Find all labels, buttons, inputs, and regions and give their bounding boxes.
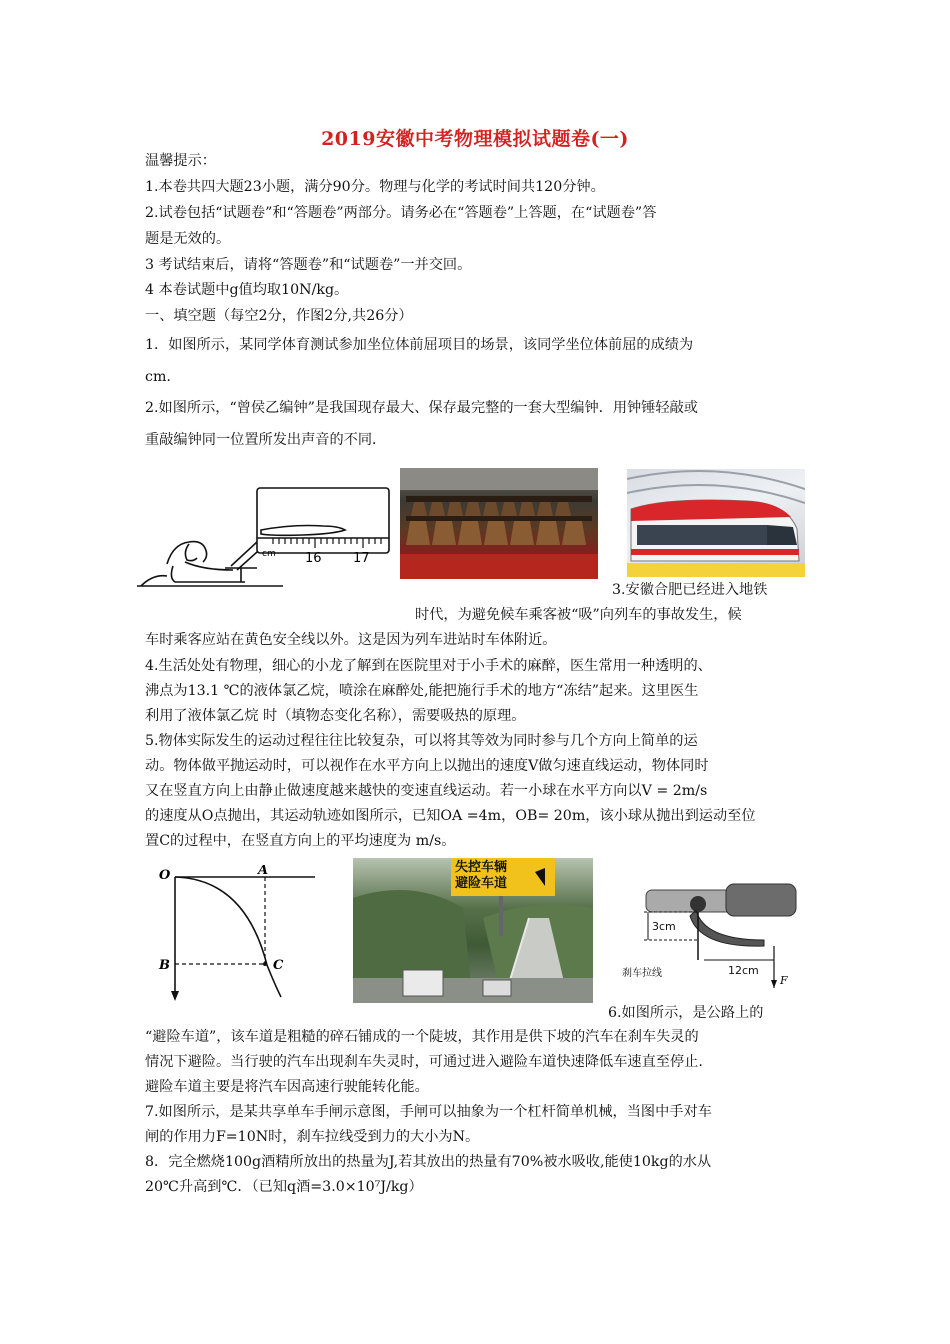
figure-brake-lever [614, 876, 806, 994]
notice-item-2: 2.试卷包括“试题卷”和“答题卷”两部分。请务必在“答题卷”上答题，在“试题卷”答 [145, 205, 657, 221]
brake-wire-label: 刹车拉线 [622, 968, 662, 979]
fig1-tick-16: 16 [305, 551, 322, 566]
figure-projectile-trajectory [155, 865, 325, 1003]
point-B-label: B [159, 958, 170, 973]
notice-item-4: 4 本卷试题中g值均取10N/kg。 [145, 282, 349, 298]
point-C-label: C [273, 958, 284, 973]
dim-3cm: 3cm [652, 920, 676, 933]
question-8: 8．完全燃烧100g酒精所放出的热量为J,若其放出的热量有70%被水吸收,能使10kg的水从 [145, 1154, 712, 1170]
question-3-cont-1: 时代，为避免候车乘客被“吸”向列车的事故发生，候 [415, 607, 742, 623]
fig1-unit: cm [262, 549, 276, 559]
question-8-cont: 20℃升高到℃．（已知q酒=3.0×10⁷J/kg） [145, 1179, 423, 1195]
question-4-cont-1: 沸点为13.1 ℃的液体氯乙烷，喷涂在麻醉处,能把施行手术的地方“冻结”起来。这里医生 [145, 683, 699, 699]
question-5-cont-1: 动。物体做平抛运动时，可以视作在水平方向上以抛出的速度V做匀速直线运动，物体同时 [145, 758, 709, 774]
question-1: 1．如图所示，某同学体育测试参加坐位体前屈项目的场景，该同学坐位体前屈的成绩为 [145, 337, 694, 353]
notice-item-2-cont: 题是无效的。 [145, 231, 231, 247]
question-6-cont-1: “避险车道”，该车道是粗糙的碎石铺成的一个陡坡，其作用是供下坡的汽车在刹车失灵的 [145, 1029, 699, 1045]
question-3-cont-2: 车时乘客应站在黄色安全线以外。这是因为列车进站时车体附近。 [145, 632, 557, 648]
question-2-cont: 重敲编钟同一位置所发出声音的不同． [145, 432, 387, 448]
question-4: 4.生活处处有物理，细心的小龙了解到在医院里对于小手术的麻醉，医生常用一种透明的、 [145, 658, 712, 674]
question-7: 7.如图所示，是某共享单车手闸示意图，手闸可以抽象为一个杠杆简单机械，当图中手对车 [145, 1104, 712, 1120]
fig1-tick-17: 17 [353, 551, 370, 566]
question-5-cont-4: 置C的过程中，在竖直方向上的平均速度为 m/s。 [145, 833, 456, 849]
figure-sit-and-reach [133, 482, 393, 597]
notice-item-3: 3 考试结束后，请将“答题卷”和“试题卷”一并交回。 [145, 257, 472, 273]
page-title: 2019安徽中考物理模拟试题卷(一) [321, 128, 629, 150]
question-5: 5.物体实际发生的运动过程往往比较复杂，可以将其等效为同时参与几个方向上简单的运 [145, 733, 698, 749]
question-3: 3.安徽合肥已经进入地铁 [612, 582, 768, 598]
question-1-cont: cm. [145, 369, 171, 385]
question-4-cont-2: 利用了液体氯乙烷 时（填物态变化名称），需要吸热的原理。 [145, 708, 526, 724]
figure-subway-train-photo [627, 469, 805, 577]
sign-line-2: 避险车道 [455, 876, 508, 891]
question-7-cont: 闸的作用力F=10N时，刹车拉线受到力的大小为N。 [145, 1129, 480, 1145]
figure-chime-bells-photo [400, 468, 598, 579]
question-6: 6.如图所示，是公路上的 [608, 1005, 764, 1021]
point-A-label: A [258, 865, 269, 878]
point-O-label: O [159, 868, 171, 883]
section-heading: 一、填空题（每空2分，作图2分,共26分） [145, 308, 413, 324]
notice-heading: 温馨提示： [145, 153, 216, 169]
figure-escape-lane-photo [353, 858, 593, 1003]
dim-12cm: 12cm [728, 964, 759, 977]
question-5-cont-3: 的速度从O点抛出，其运动轨迹如图所示，已知OA =4m，OB= 20m，该小球从抛出到运动至位 [145, 808, 756, 824]
question-6-cont-2: 情况下避险。当行驶的汽车出现刹车失灵时，可通过进入避险车道快速降低车速直至停止. [145, 1054, 703, 1070]
notice-item-1: 1.本卷共四大题23小题，满分90分。物理与化学的考试时间共120分钟。 [145, 179, 605, 195]
question-5-cont-2: 又在竖直方向上由静止做速度越来越快的变速直线运动。若一小球在水平方向以V = 2m/s [145, 783, 708, 799]
question-2: 2.如图所示，“曾侯乙编钟”是我国现存最大、保存最完整的一套大型编钟．用钟锤轻敲或 [145, 400, 698, 416]
question-6-cont-3: 避险车道主要是将汽车因高速行驶能转化能。 [145, 1079, 429, 1095]
force-F-label: F [780, 974, 788, 987]
sign-line-1: 失控车辆 [455, 860, 508, 875]
